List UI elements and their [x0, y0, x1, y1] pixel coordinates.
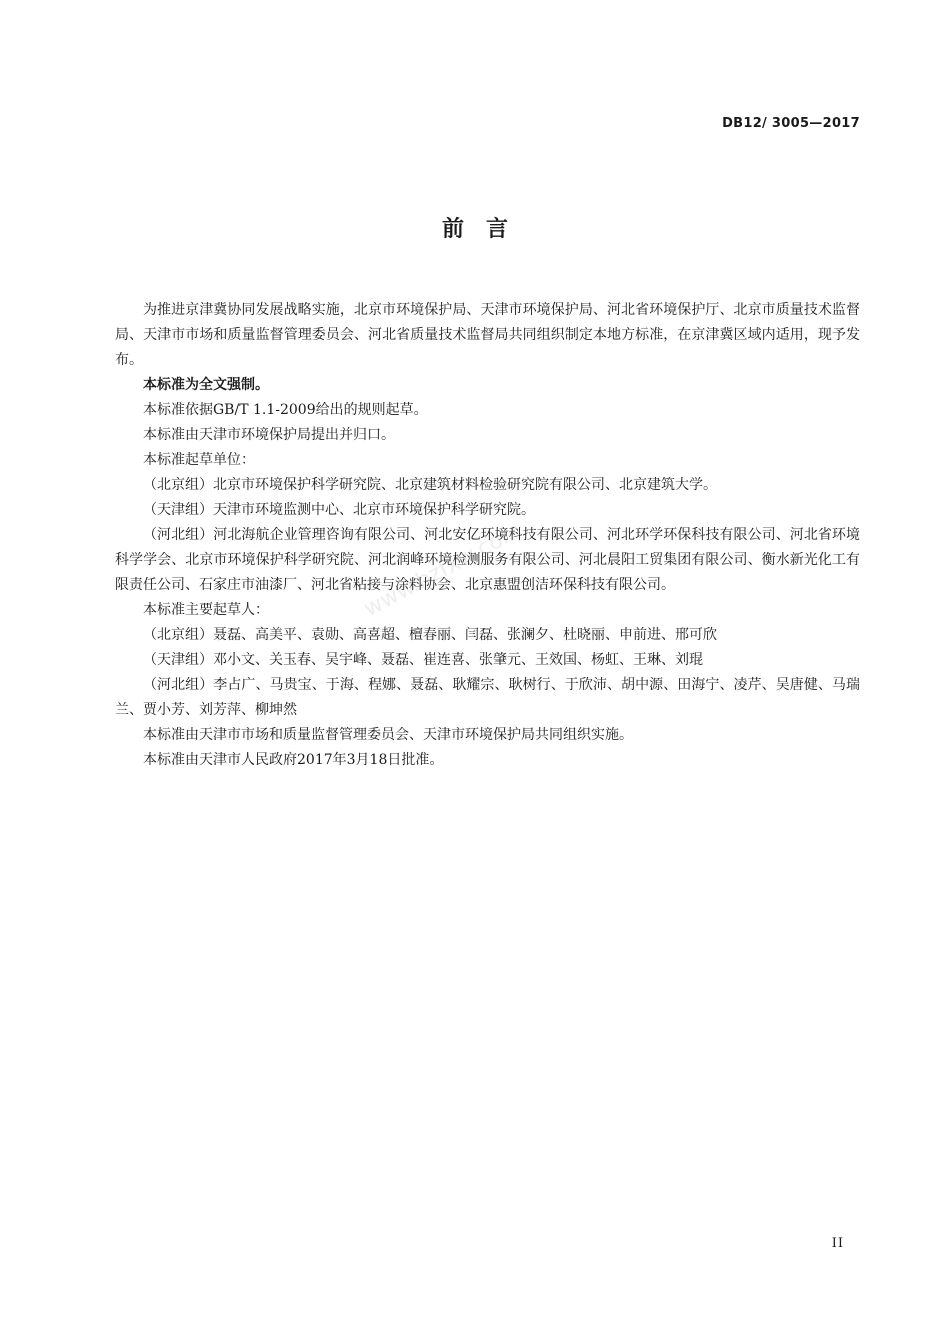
paragraph-drafters-heading: 本标准主要起草人： — [143, 602, 269, 618]
foreword-body — [115, 298, 860, 773]
paragraph-intro: 为推进京津冀协同发展战略实施，北京市环境保护局、天津市环境保护局、河北省环境保护厅、北京市质量技术监督局、天津市市场和质量监督管理委员会、河北省质量技术监督局共同组织制定本地方标准，在京津冀区域内适用，现予发布。 — [115, 302, 860, 368]
paragraph-drafting-rules: 本标准依据GB/T 1.1-2009给出的规则起草。 — [143, 402, 428, 418]
paragraph-drafters-hebei: （河北组）李占广、马贵宝、于海、程娜、聂磊、耿耀宗、耿树行、于欣沛、胡中源、田海宁、凌芹、吴唐健、马瑞兰、贾小芳、刘芳萍、柳坤然 — [115, 677, 860, 718]
watermark: www.bzfxw.com — [360, 517, 527, 623]
paragraph-mandatory: 本标准为全文强制。 — [143, 377, 269, 393]
paragraph-drafters-beijing: （北京组）聂磊、高美平、袁勋、高喜超、檀春丽、闫磊、张澜夕、杜晓丽、申前进、邢可欣 — [143, 627, 717, 643]
paragraph-units-tianjin: （天津组）天津市环境监测中心、北京市环境保护科学研究院。 — [143, 502, 535, 518]
paragraph-drafters-tianjin: （天津组）邓小文、关玉春、吴宇峰、聂磊、崔连喜、张肇元、王效国、杨虹、王琳、刘琨 — [143, 652, 703, 668]
paragraph-units-hebei: （河北组）河北海航企业管理咨询有限公司、河北安亿环境科技有限公司、河北环学环保科技有限公司、河北省环境科学学会、北京市环境保护科学研究院、河北润峰环境检测服务有限公司、河北晨阳工贸集团有限公司、衡水新光化工有限责任公司、石家庄市油漆厂、河北省粘接与涂料协会、北京惠盟创洁环保科技有限公司。 — [115, 527, 860, 593]
paragraph-implementation: 本标准由天津市市场和质量监督管理委员会、天津市环境保护局共同组织实施。 — [143, 727, 633, 743]
paragraph-drafting-units-heading: 本标准起草单位： — [143, 452, 255, 468]
paragraph-proposer: 本标准由天津市环境保护局提出并归口。 — [143, 427, 395, 443]
page-title: 前言 — [441, 217, 530, 242]
document-number: DB12/ 3005—2017 — [722, 116, 860, 131]
paragraph-approval: 本标准由天津市人民政府2017年3月18日批准。 — [143, 752, 444, 768]
page-number: II — [831, 1236, 844, 1251]
paragraph-units-beijing: （北京组）北京市环境保护科学研究院、北京建筑材料检验研究院有限公司、北京建筑大学。 — [143, 477, 717, 493]
